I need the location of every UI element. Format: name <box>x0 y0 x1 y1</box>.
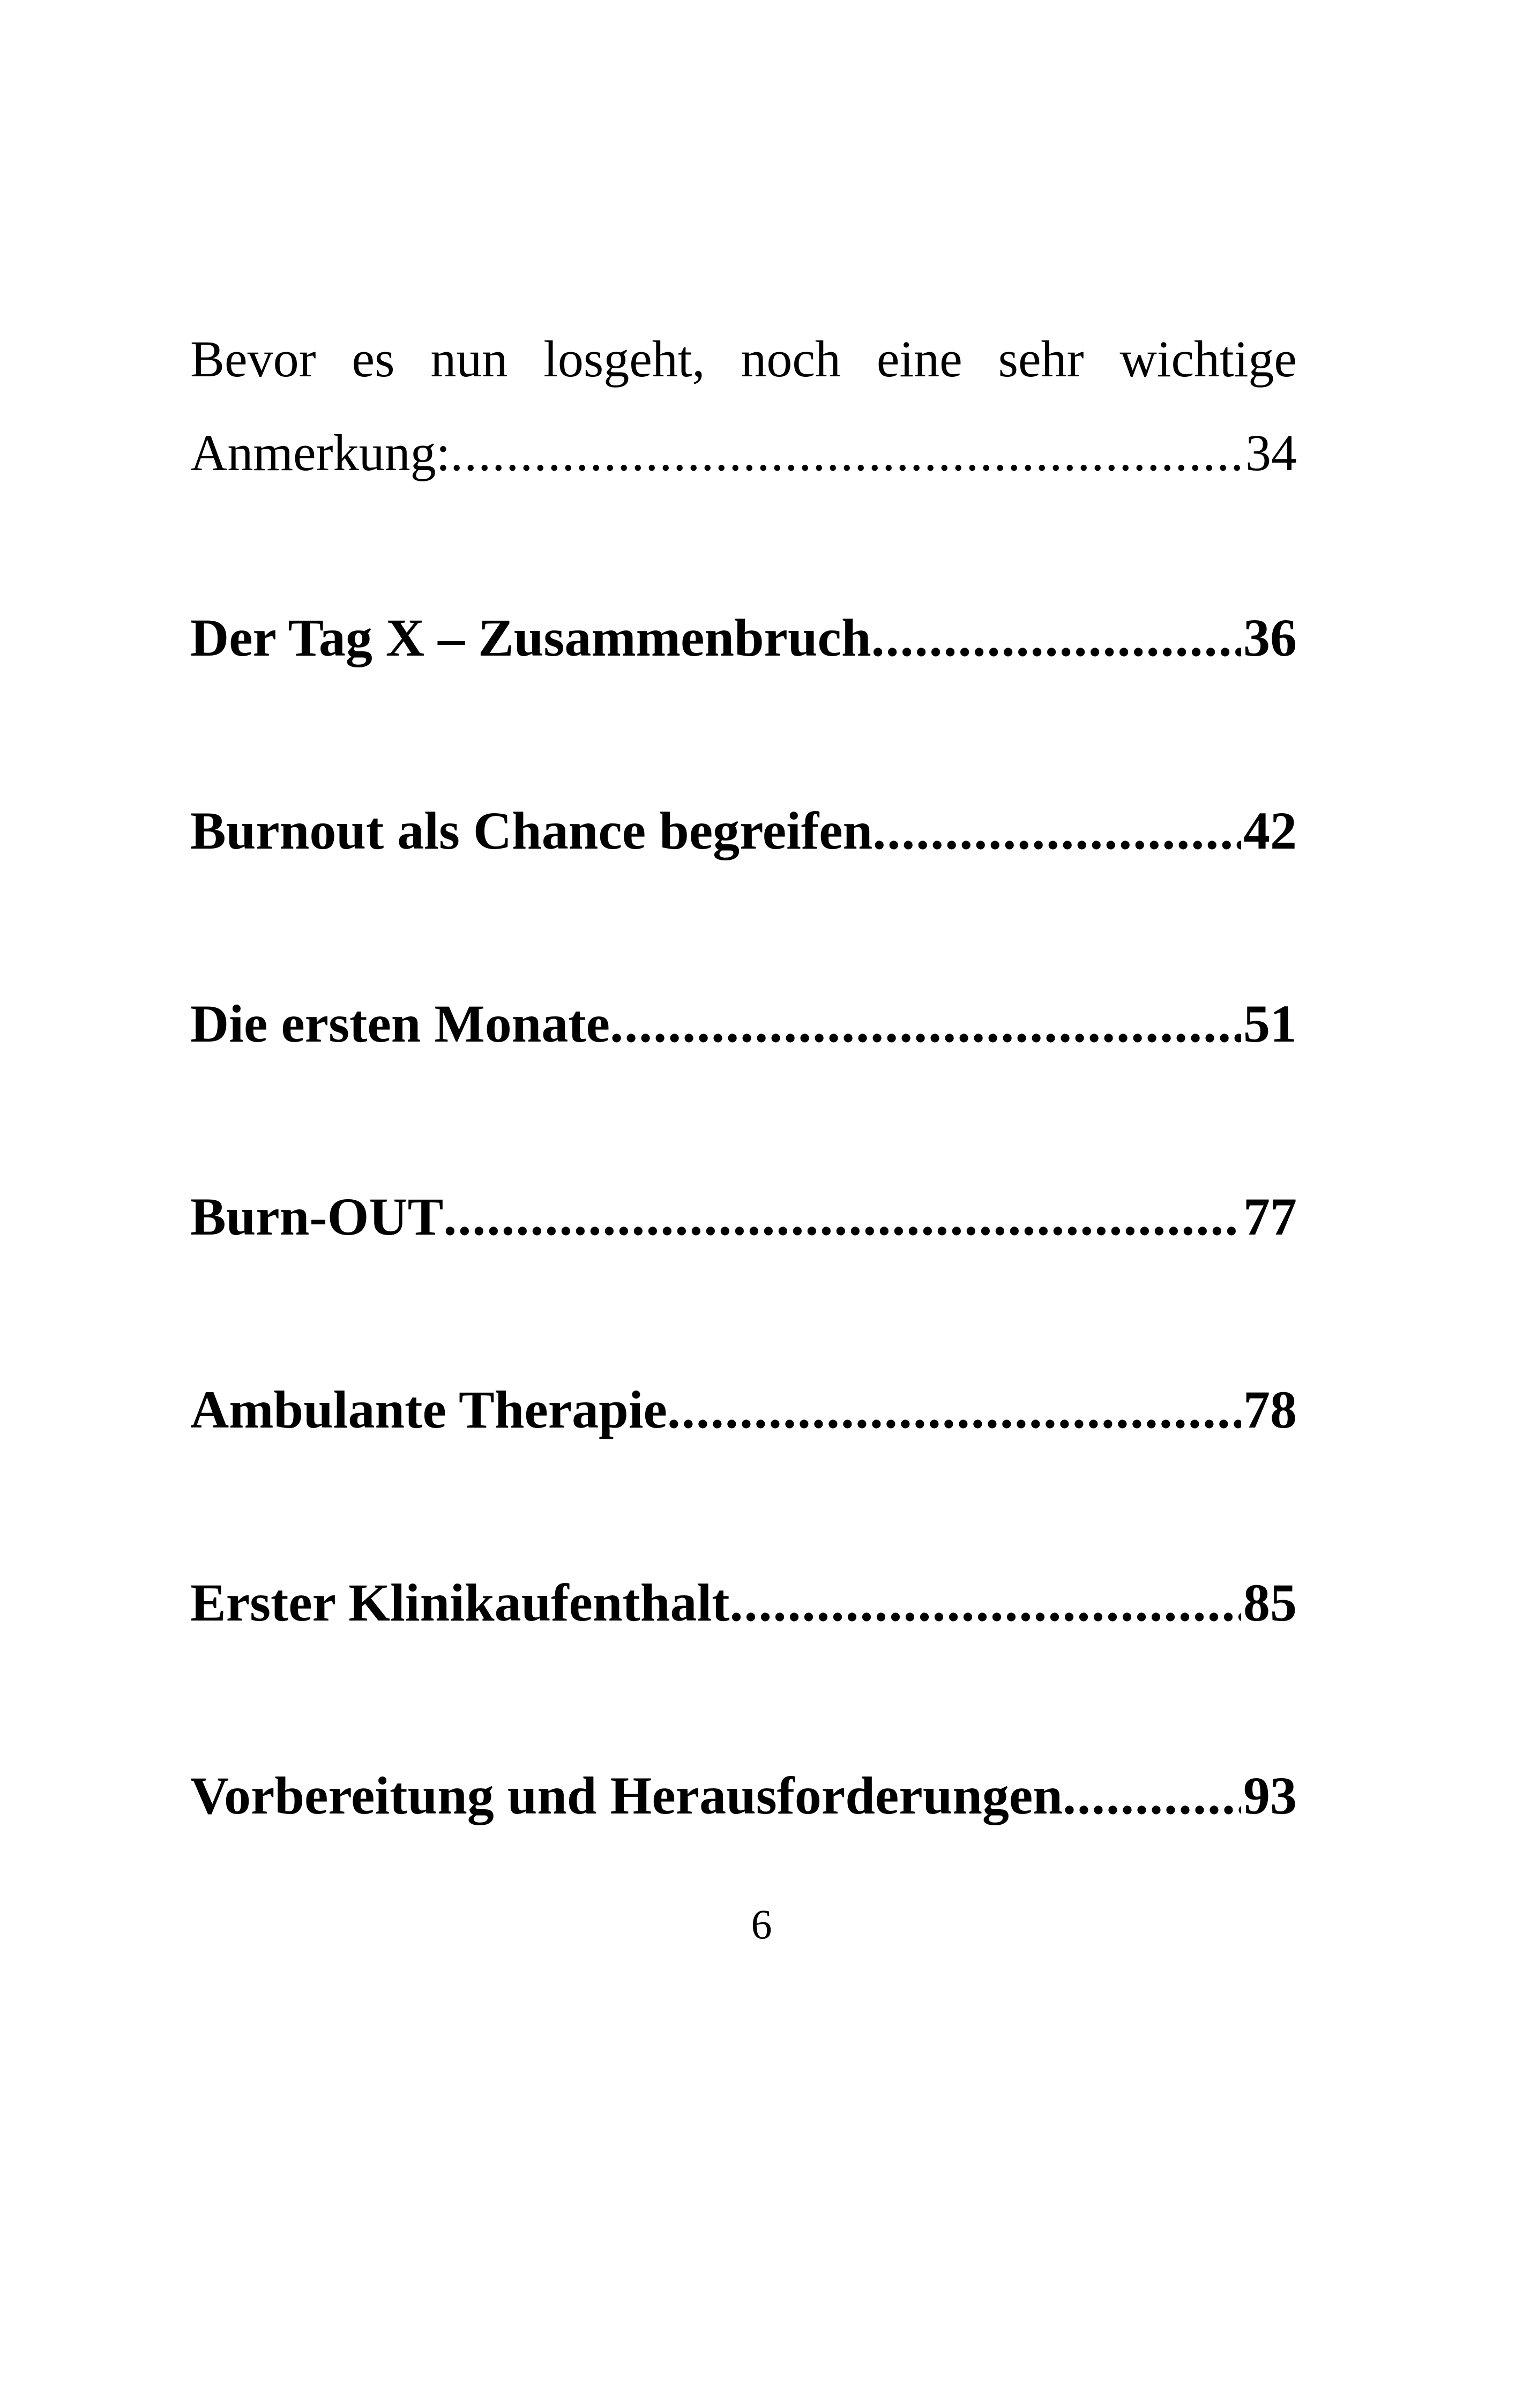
toc-leader-dots <box>730 1568 1241 1638</box>
toc-entry-ambulante-therapie <box>190 1375 1297 1445</box>
toc-entry-page: 51 <box>1243 994 1297 1053</box>
toc-leader-dots <box>872 796 1241 866</box>
toc-entry-burn-out <box>190 1182 1297 1252</box>
toc-entry-title: Burnout als Chance begreifen <box>190 801 873 860</box>
toc-leader-dots <box>871 603 1241 673</box>
toc-leader-dots <box>610 989 1241 1059</box>
toc-entry-page: 42 <box>1243 801 1297 860</box>
toc-entry-title: Burn-OUT <box>190 1187 444 1246</box>
toc-entry-title: Vorbereitung und Herausforderungen <box>190 1766 1063 1825</box>
toc-entry-page: 78 <box>1243 1380 1297 1439</box>
toc-entry-page: 36 <box>1243 608 1297 667</box>
toc-entry-erste-monate <box>190 989 1297 1059</box>
toc-entry-intro <box>190 418 1297 488</box>
toc-entry-title: Der Tag X – Zusammenbruch <box>190 608 871 667</box>
toc-entry-klinikaufenthalt <box>190 1568 1297 1638</box>
toc-leader-dots <box>667 1375 1241 1445</box>
toc-entry-title: Anmerkung: <box>190 424 451 481</box>
toc-entry-title: Erster Klinikaufenthalt <box>190 1573 730 1632</box>
toc-leader-dots <box>450 418 1243 488</box>
toc-entry-page: 85 <box>1243 1573 1297 1632</box>
toc-leader-dots <box>443 1182 1241 1252</box>
toc-entry-title: Ambulante Therapie <box>190 1380 667 1439</box>
toc-leader-dots <box>1063 1761 1241 1831</box>
toc-entry-title: Die ersten Monate <box>190 994 610 1053</box>
toc-entry-page: 93 <box>1243 1766 1297 1825</box>
toc-entry-intro-line1: Bevor es nun losgeht, noch eine sehr wichtige <box>190 330 1297 388</box>
toc-entry-burnout-chance <box>190 796 1297 866</box>
page-number: 6 <box>751 1901 772 1948</box>
toc-entry-page: 34 <box>1245 424 1297 481</box>
toc-entry-vorbereitung <box>190 1761 1297 1831</box>
toc-entry-page: 77 <box>1243 1187 1297 1246</box>
toc-entry-tag-x <box>190 603 1297 673</box>
